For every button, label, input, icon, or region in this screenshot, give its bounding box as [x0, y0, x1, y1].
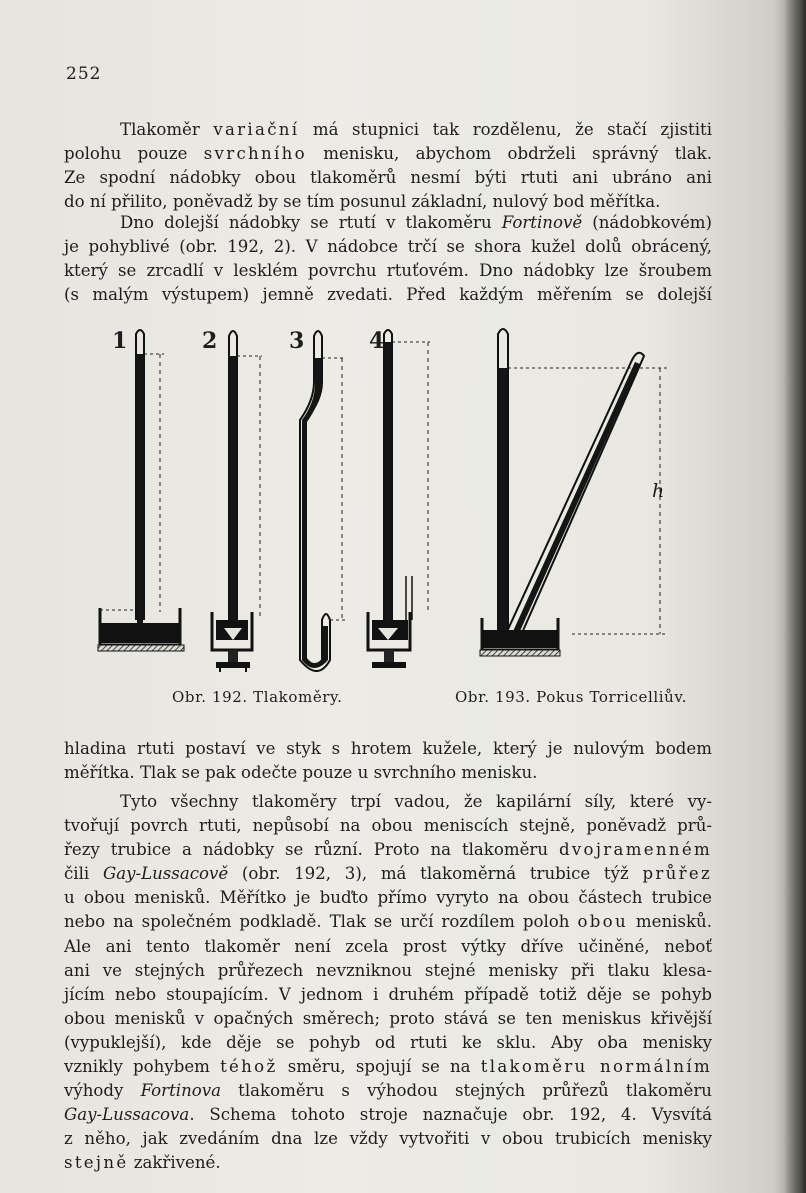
barometer-4 — [368, 330, 430, 668]
caption-figure-193: Obr. 193. Pokus Torricelliův. — [455, 688, 688, 706]
text-line: řezy trubice a nádobky se různí. Proto na tlakoměru dvojramenném — [64, 840, 712, 860]
paragraph-2 — [64, 211, 712, 307]
text-line: do ní přilito, poněvadž by se tím posunul základní, nulový bod měřítka. — [64, 192, 661, 212]
text-line: jícím nebo stoupajícím. V jednom i druhém případě totiž děje se pohyb — [64, 984, 712, 1004]
text-line: Dno dolejší nádobky se rtutí v tlakoměru Fortinově (nádobkovém) — [120, 213, 713, 232]
text-line: je pohyblivé (obr. 192, 2). V nádobce trčí se shora kužel dolů obrácený, — [64, 237, 712, 257]
text-line: (s malým výstupem) jemně zvedati. Před každým měřením se dolejší — [64, 285, 712, 305]
text-line: ani ve stejných průřezech nevzniknou stejné menisky při tlaku klesa- — [64, 960, 712, 980]
barometer-3 — [300, 331, 346, 671]
page-number: 252 — [66, 64, 102, 84]
text-line: (vypuklejší), kde děje se pohyb od rtuti ke sklu. Aby oba menisky — [64, 1032, 712, 1052]
figure-label-1: 1 — [112, 328, 128, 354]
text-line: měřítka. Tlak se pak odečte pouze u svrchního menisku. — [64, 763, 538, 783]
text-line: který se zrcadlí v lesklém povrchu rtuťovém. Dno nádobky lze šroubem — [64, 261, 712, 281]
text-line: obou menisků v opačných směrech; proto stává se ten meniskus křivější — [64, 1008, 712, 1028]
text-line: hladina rtuti postaví ve styk s hrotem kužele, který je nulovým bodem — [64, 739, 712, 758]
text-line: Tyto všechny tlakoměry trpí vadou, že kapilární síly, které vy- — [120, 792, 712, 811]
text-line: Gay-Lussacova. Schema tohoto stroje naznačuje obr. 192, 4. Vysvítá — [64, 1105, 712, 1125]
text-line: tvořují povrch rtuti, nepůsobí na obou meniscích stejně, poněvadž prů- — [64, 816, 712, 836]
text-line: Ze spodní nádobky obou tlakoměrů nesmí býti rtuti ani ubráno ani — [64, 168, 712, 188]
paragraph-4 — [64, 790, 712, 1176]
text-line: výhody Fortinova tlakoměru s výhodou stejných průřezů tlakoměru — [64, 1081, 712, 1101]
figure-label-4: 4 — [369, 328, 385, 354]
torricelli-experiment — [480, 329, 667, 656]
text-line: Tlakoměr variační má stupnici tak rozdělenu, že stačí zjistiti — [120, 120, 713, 139]
text-line: z něho, jak zvedáním dna lze vždy vytvořiti v obou trubicích menisky — [64, 1129, 712, 1149]
figure-label-3: 3 — [289, 328, 305, 354]
text-line: Ale ani tento tlakoměr není zcela prost výtky dříve učiněné, neboť — [64, 936, 712, 956]
paragraph-1 — [64, 118, 712, 214]
text-line: polohu pouze svrchního menisku, abychom obdrželi správný tlak. — [64, 144, 712, 164]
text-line: stejně zakřivené. — [64, 1153, 221, 1173]
text-line: vznikly pohybem téhož směru, spojují se na tlakoměru normálním — [64, 1057, 713, 1077]
barometer-figure — [92, 320, 692, 700]
text-line: u obou menisků. Měřítko je buďto přímo vyryto na obou částech trubice — [64, 888, 712, 908]
text-line: čili Gay-Lussacově (obr. 192, 3), má tlakoměrná trubice týž průřez — [64, 864, 712, 884]
figure-label-2: 2 — [202, 328, 218, 354]
paragraph-3 — [64, 737, 712, 785]
text-line: nebo na společném podkladě. Tlak se určí rozdílem poloh obou menisků. — [64, 912, 712, 932]
page-edge-shadow — [784, 0, 806, 1193]
caption-figure-192: Obr. 192. Tlakoměry. — [172, 688, 343, 706]
height-label: h — [652, 480, 665, 502]
barometer-2 — [212, 331, 262, 672]
barometer-1 — [98, 330, 184, 651]
figure-drawing — [92, 320, 692, 690]
